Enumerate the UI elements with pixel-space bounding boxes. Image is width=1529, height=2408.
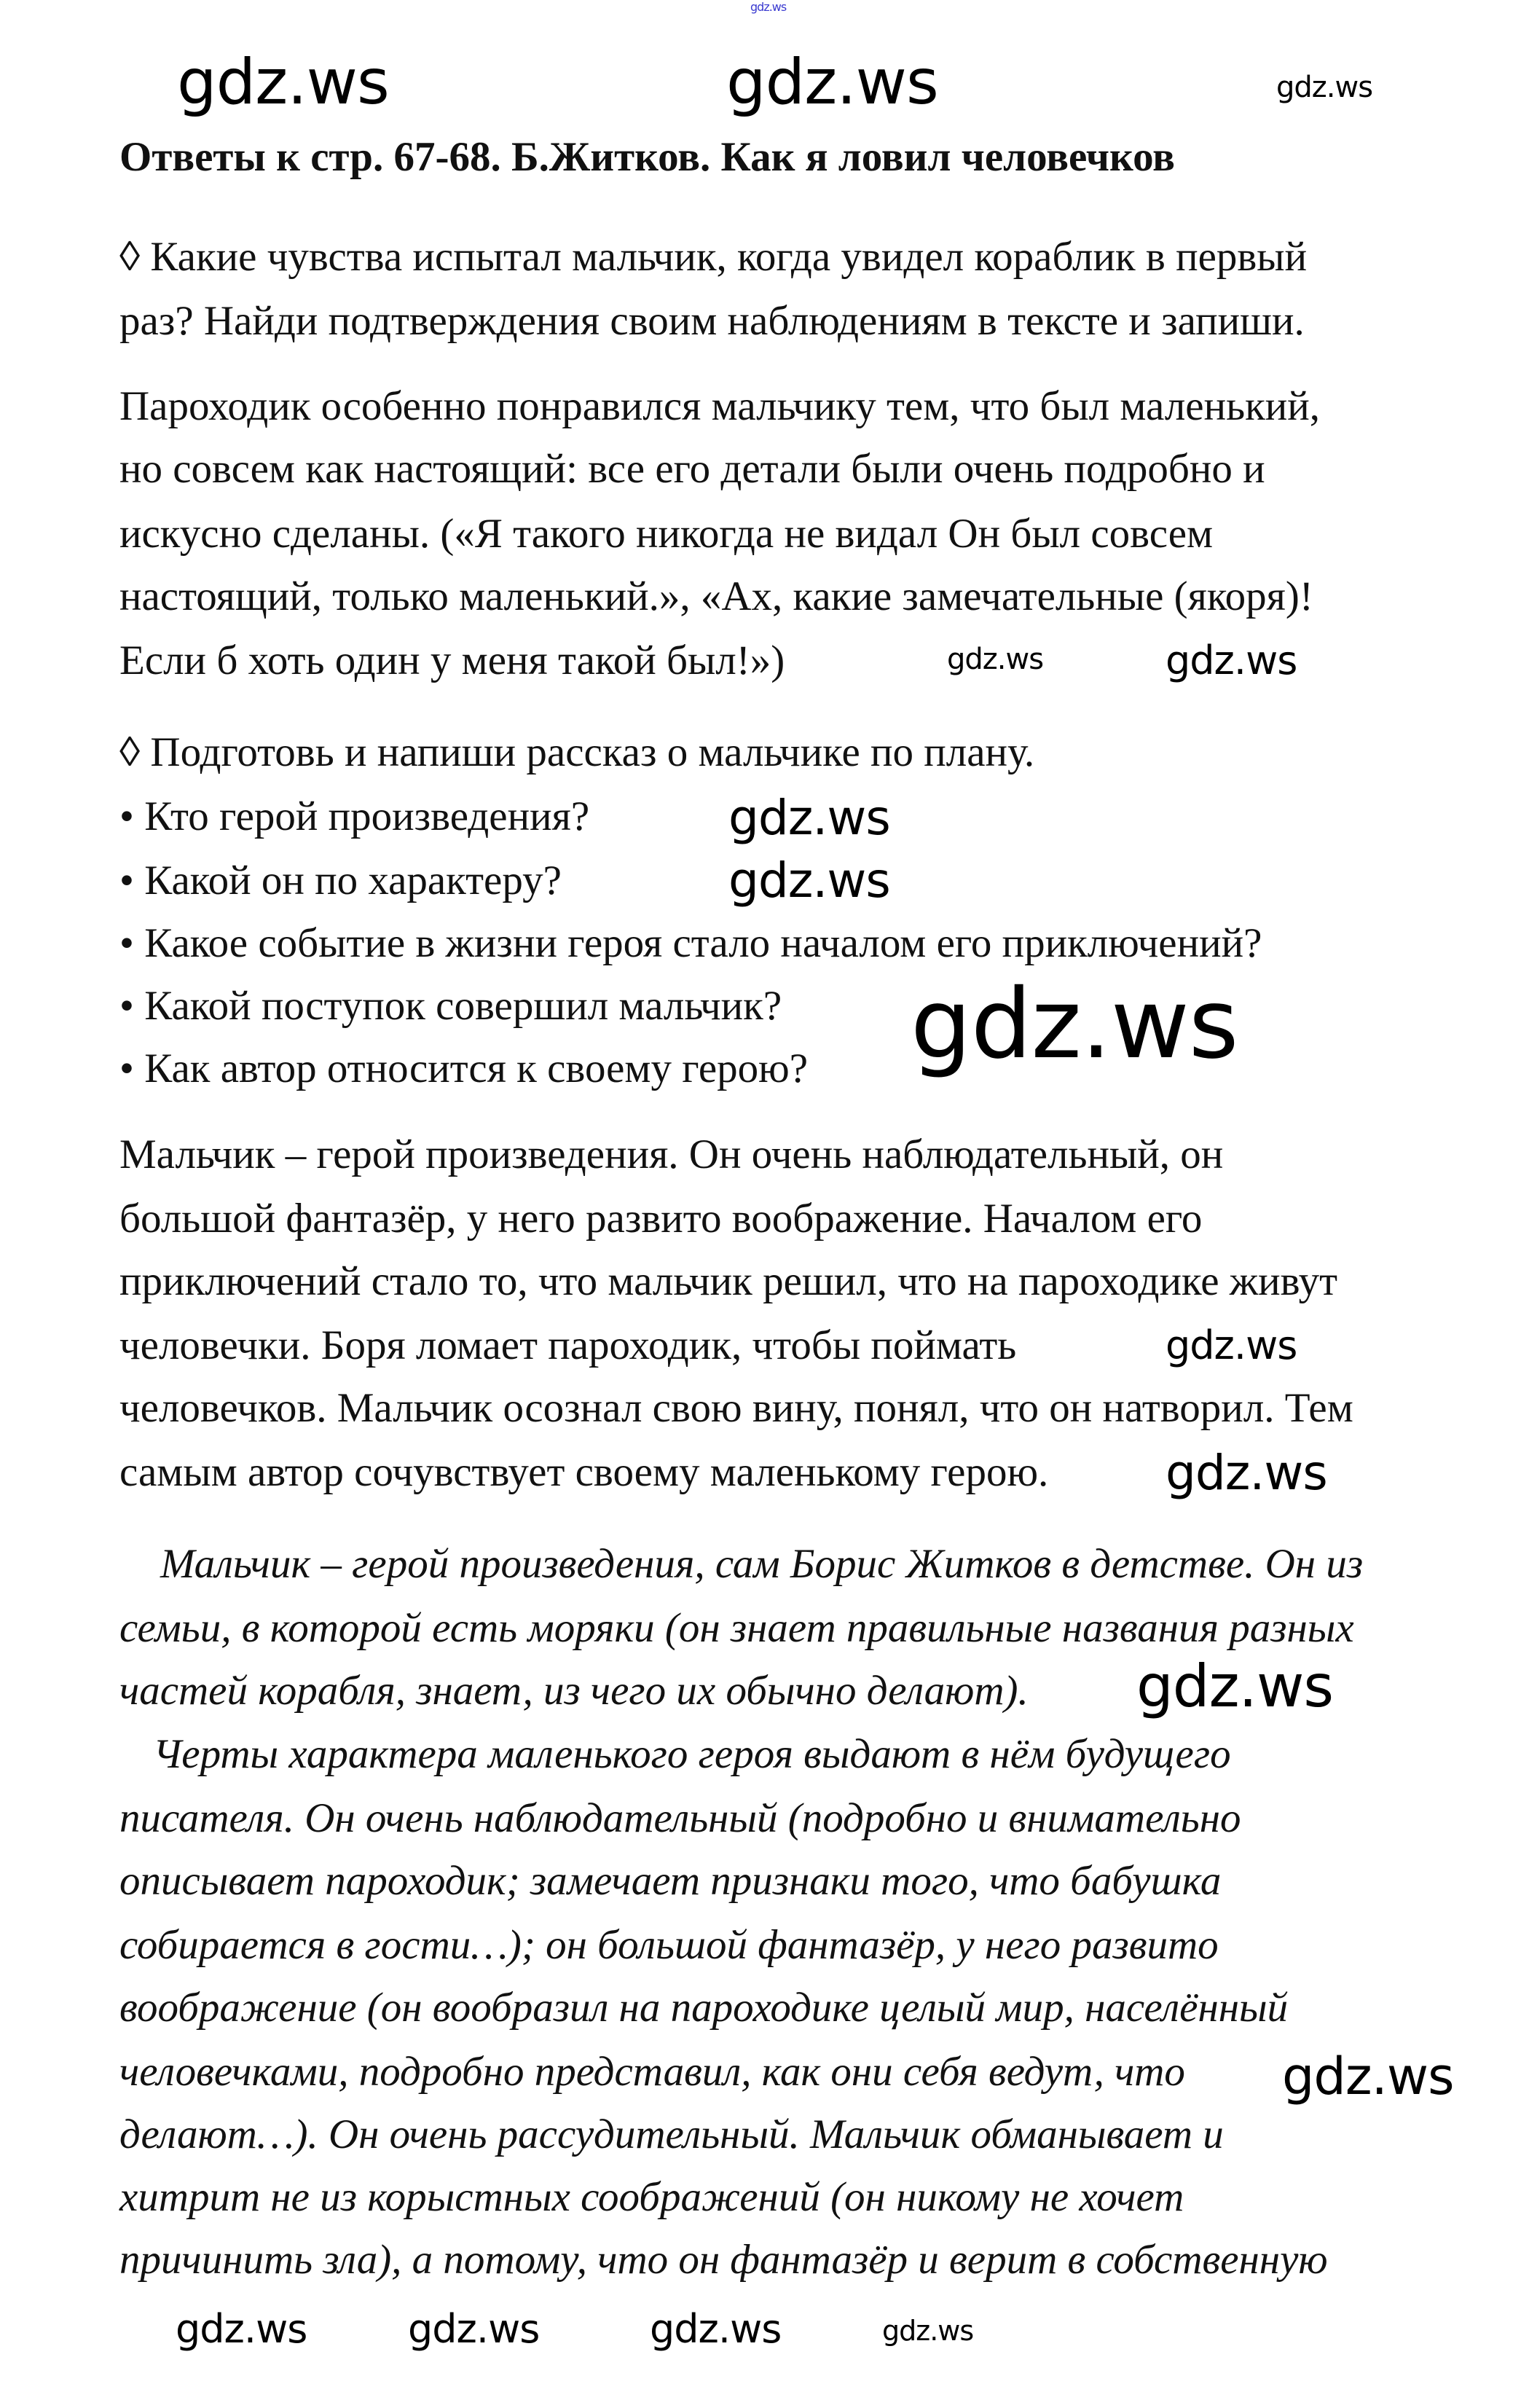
italic-line: причинить зла), а потому, что он фантазёр и верит в собственную — [119, 2237, 1328, 2283]
italic-line: хитрит не из корыстных соображений (он никому не хочет — [119, 2174, 1184, 2220]
answer-line: Пароходик особенно понравился мальчику тем, что был маленький, — [119, 383, 1321, 429]
answer-line: искусно сделаны. («Я такого никогда не видал Он был совсем — [119, 511, 1214, 557]
italic-line: воображение (он вообразил на пароходике целый мир, населённый — [119, 1985, 1289, 2031]
plan-item: • Какой он по характеру? — [119, 858, 562, 903]
watermark: gdz.ws — [408, 2306, 540, 2352]
question-line: ◊ Подготовь и напиши рассказ о мальчике по плану. — [119, 729, 1035, 775]
plan-item: • Какой поступок совершил мальчик? — [119, 983, 782, 1029]
watermark: gdz.ws — [176, 2306, 307, 2352]
answer-line: самым автор сочувствует своему маленькому герою. — [119, 1449, 1049, 1495]
italic-line: Черты характера маленького героя выдают в нём будущего — [153, 1731, 1231, 1777]
watermark: gdz.ws — [726, 46, 938, 119]
answer-line: приключений стало то, что мальчик решил, что на пароходике живут — [119, 1258, 1338, 1304]
answer-line: человечки. Боря ломает пароходик, чтобы поймать — [119, 1322, 1017, 1368]
italic-line: описывает пароходик; замечает признаки того, что бабушка — [119, 1858, 1222, 1904]
watermark: gdz.ws — [947, 643, 1044, 676]
watermark: gdz.ws — [650, 2306, 782, 2352]
watermark: gdz.ws — [1282, 2047, 1454, 2106]
question-line: ◊ Какие чувства испытал мальчик, когда увидел кораблик в первый — [119, 234, 1308, 280]
italic-line: писателя. Он очень наблюдательный (подробно и внимательно — [119, 1795, 1241, 1841]
watermark: gdz.ws — [1166, 638, 1297, 683]
plan-item: • Кто герой произведения? — [119, 793, 590, 839]
answer-line: Мальчик – герой произведения. Он очень наблюдательный, он — [119, 1132, 1224, 1177]
italic-line: Мальчик – герой произведения, сам Борис Житков в детстве. Он из — [160, 1541, 1364, 1587]
watermark: gdz.ws — [177, 46, 389, 119]
watermark: gdz.ws — [911, 968, 1238, 1081]
page-title: Ответы к стр. 67-68. Б.Житков. Как я ловил человечков — [119, 134, 1175, 180]
italic-line: собирается в гости…); он большой фантазёр, у него развито — [119, 1922, 1219, 1968]
watermark: gdz.ws — [728, 852, 890, 909]
watermark: gdz.ws — [1276, 71, 1373, 104]
watermark: gdz.ws — [1166, 1322, 1297, 1368]
watermark: gdz.ws — [728, 790, 890, 846]
answer-line: настоящий, только маленький.», «Ах, какие замечательные (якоря)! — [119, 573, 1313, 619]
question-line: раз? Найди подтверждения своим наблюдениям в тексте и запиши. — [119, 298, 1305, 344]
answer-line: но совсем как настоящий: все его детали были очень подробно и — [119, 446, 1265, 492]
watermark: gdz.ws — [1136, 1652, 1334, 1720]
answer-line: большой фантазёр, у него развито воображение. Началом его — [119, 1196, 1203, 1242]
answer-line: Если б хоть один у меня такой был!») — [119, 638, 785, 683]
italic-line: частей корабля, знает, из чего их обычно делают). — [119, 1668, 1029, 1714]
watermark: gdz.ws — [882, 2315, 974, 2347]
plan-item: • Как автор относится к своему герою? — [119, 1046, 809, 1091]
answer-line: человечков. Мальчик осознал свою вину, понял, что он натворил. Тем — [119, 1385, 1353, 1431]
italic-line: семьи, в которой есть моряки (он знает правильные названия разных — [119, 1605, 1354, 1651]
plan-item: • Какое событие в жизни героя стало началом его приключений? — [119, 920, 1262, 966]
italic-line: делают…). Он очень рассудительный. Мальчик обманывает и — [119, 2111, 1224, 2157]
italic-line: человечками, подробно представил, как они себя ведут, что — [119, 2049, 1185, 2095]
watermark: gdz.ws — [750, 0, 787, 14]
watermark: gdz.ws — [1166, 1445, 1327, 1501]
